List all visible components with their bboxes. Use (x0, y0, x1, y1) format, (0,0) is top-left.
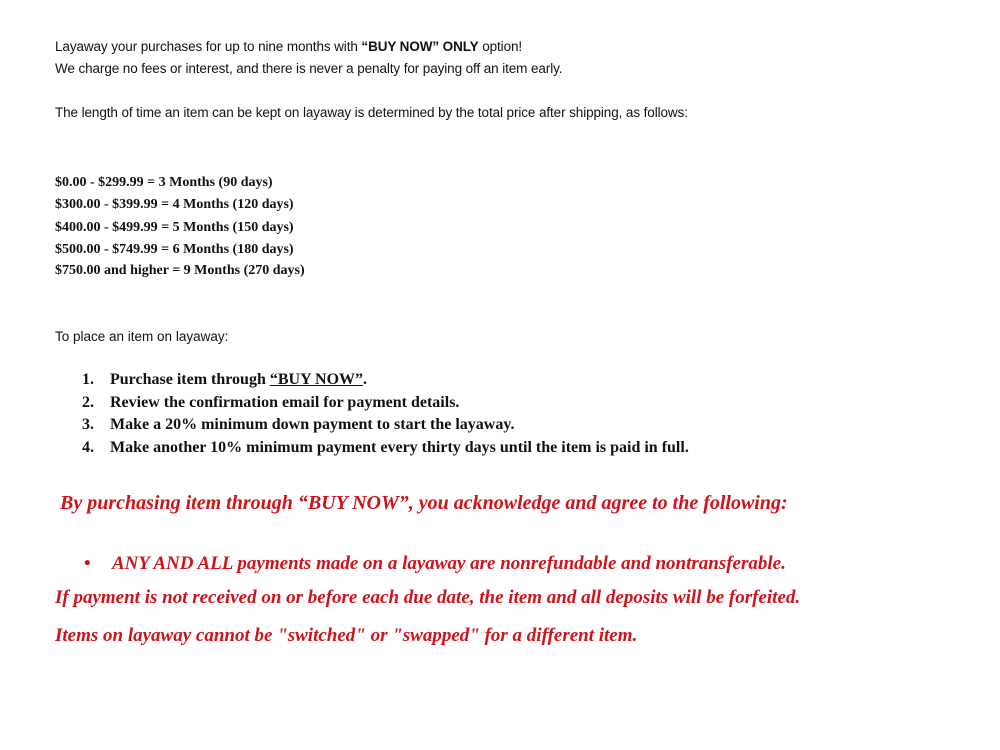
step-text-post: . (363, 371, 368, 388)
step-text: Review the confirmation email for payment details. (110, 393, 460, 411)
price-tier-1: $0.00 - $299.99 = 3 Months (90 days) (55, 175, 273, 190)
step-item-2 (82, 392, 689, 415)
price-tier-2: $300.00 - $399.99 = 4 Months (120 days) (55, 197, 294, 212)
intro-line-1-post: option! (478, 39, 523, 54)
price-tier-4: $500.00 - $749.99 = 6 Months (180 days) (55, 242, 294, 257)
intro-line-1-pre: Layaway your purchases for up to nine months with (55, 39, 362, 54)
step-item-1 (82, 369, 689, 392)
nonrefundable-bullet (84, 553, 786, 575)
bullet-icon: • (84, 553, 91, 574)
forfeit-notice: If payment is not received on or before each due date, the item and all deposits will be forfeited. (55, 587, 801, 608)
step-number: 1. (82, 371, 94, 388)
step-number: 2. (82, 393, 94, 411)
buy-now-link[interactable]: “BUY NOW” (269, 371, 364, 388)
intro-line-2: We charge no fees or interest, and there is never a penalty for paying off an item early. (55, 61, 563, 76)
step-text: Purchase item through (110, 371, 270, 388)
terms-heading: By purchasing item through “BUY NOW”, you acknowledge and agree to the following: (60, 492, 788, 514)
steps-list (82, 369, 689, 459)
price-tier-5: $750.00 and higher = 9 Months (270 days) (55, 263, 305, 278)
intro-line-1 (55, 39, 522, 54)
no-swap-notice: Items on layaway cannot be "switched" or "swapped" for a different item. (55, 625, 638, 646)
nonrefundable-text: ANY AND ALL payments made on a layaway are nonrefundable and nontransferable. (112, 553, 786, 574)
step-item-3 (82, 414, 689, 437)
step-number: 3. (82, 416, 94, 433)
step-text: Make a 20% minimum down payment to start the layaway. (110, 416, 515, 433)
price-tier-3: $400.00 - $499.99 = 5 Months (150 days) (55, 220, 294, 235)
steps-title: To place an item on layaway: (55, 329, 229, 344)
step-item-4 (82, 437, 689, 460)
buy-now-only-emphasis: “BUY NOW” ONLY (361, 39, 479, 54)
length-note: The length of time an item can be kept on layaway is determined by the total price after shipping, as follows: (55, 105, 688, 120)
step-text: Make another 10% minimum payment every thirty days until the item is paid in full. (110, 438, 689, 456)
step-number: 4. (82, 438, 94, 456)
